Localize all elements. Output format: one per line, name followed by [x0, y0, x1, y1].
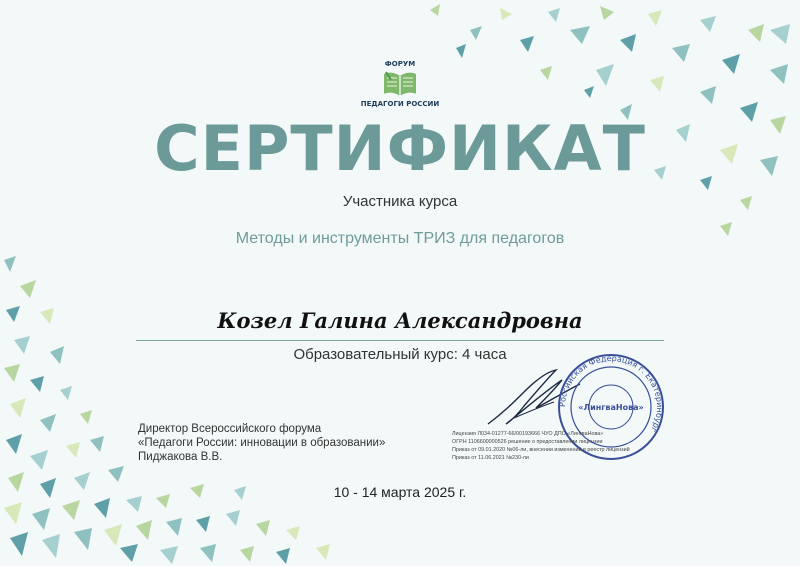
license-line-2: ОГРН 1106600000526 решение о предоставлении лицензии	[452, 439, 603, 445]
director-title: Директор Всероссийского форума	[138, 423, 322, 435]
course-hours: Образовательный курс: 4 часа	[293, 346, 507, 363]
course-name: Методы и инструменты ТРИЗ для педагогов	[235, 230, 565, 247]
name-underline	[136, 340, 664, 341]
director-forum: «Педагоги России: инновации в образовании»	[138, 437, 386, 449]
logo-top-text: ФОРУМ	[384, 60, 416, 68]
course-dates: 10 - 14 марта 2025 г.	[333, 484, 467, 500]
license-line-4: Приказ от 11.06.2021 №230-ли	[452, 455, 529, 461]
stamp-ring-text: Российская Федерация г. Екатеринбург	[557, 353, 665, 434]
license-block	[452, 430, 672, 462]
license-line-1: Лицензия Л034-01277-66/00193666 ЧУО ДПО «ЛингваНова»	[452, 431, 604, 437]
book-icon	[382, 68, 418, 98]
director-block	[138, 422, 438, 464]
recipient-name: Козел Галина Александровна	[217, 308, 583, 333]
certificate-subtitle: Участника курса	[342, 193, 458, 210]
license-line-3: Приказ от 09.01.2020 №06-ли, внесении изменений в реестр лицензий	[452, 447, 630, 453]
stamp-center-text: «ЛингваНова»	[578, 403, 644, 412]
certificate-title: СЕРТИФИКАТ	[154, 112, 646, 185]
director-name: Пиджакова В.В.	[138, 451, 223, 463]
logo-bottom-text: ПЕДАГОГИ РОССИИ	[360, 100, 440, 108]
forum-logo	[358, 60, 442, 110]
